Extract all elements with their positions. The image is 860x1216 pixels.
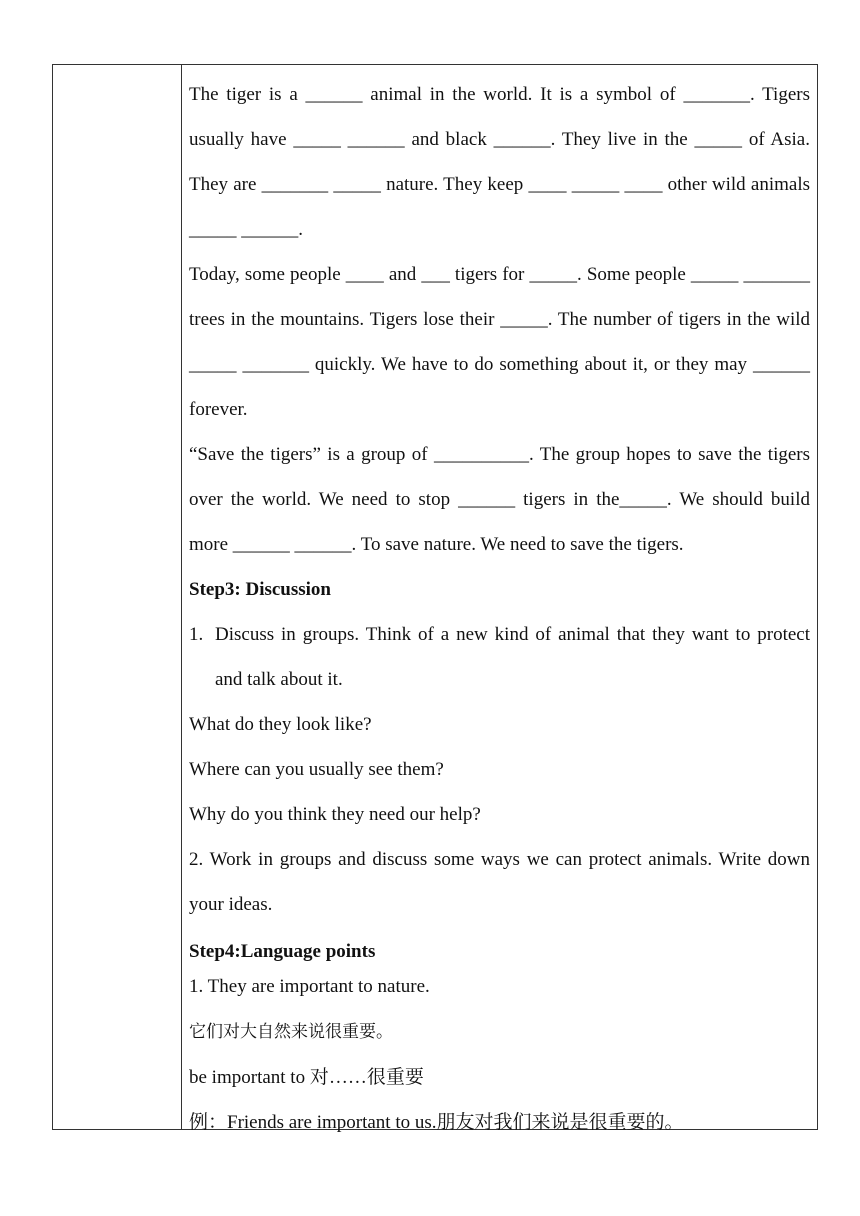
- question-2: Where can you usually see them?: [189, 759, 444, 780]
- step3-heading: Step3: Discussion: [189, 579, 331, 600]
- question-3: Why do you think they need our help?: [189, 804, 481, 825]
- translation-line: 它们对大自然来说很重要。: [189, 1022, 393, 1042]
- language-point-1: 1. They are important to nature.: [189, 976, 430, 997]
- question-1: What do they look like?: [189, 714, 372, 735]
- passage-paragraph-1: The tiger is a ______ animal in the world. It is a symbol of _______. Tigers usually have _____ ______ and black ______. They live in the _____ of Asia. They are _______ _____ nature. They keep ____ _____ ____ other wild animals _____ ______.: [189, 84, 810, 240]
- step4-heading: Step4:Language points: [189, 941, 376, 962]
- list-number: 1.: [189, 624, 204, 645]
- passage-paragraph-2: Today, some people ____ and ___ tigers for _____. Some people _____ _______ trees in the mountains. Tigers lose their _____. The number of tigers in the wild _____ _______ quickly. We have to do something about it, or they may ______ forever.: [189, 264, 810, 420]
- discussion-item-2: 2. Work in groups and discuss some ways we can protect animals. Write down your ideas.: [189, 849, 810, 915]
- discussion-item-1: [189, 612, 810, 702]
- list-text: Discuss in groups. Think of a new kind of animal that they want to protect and talk about it.: [215, 624, 810, 690]
- passage-paragraph-3: “Save the tigers” is a group of __________. The group hopes to save the tigers over the world. We need to stop ______ tigers in the_____. We should build more ______ ______. To save nature. We need to save the tigers.: [189, 444, 810, 555]
- example-line: 例：Friends are important to us.朋友对我们来说是很重要的。: [189, 1112, 684, 1133]
- phrase-line: be important to 对……很重要: [189, 1067, 424, 1088]
- content-cell: [182, 65, 817, 1133]
- left-column-cell: [53, 65, 182, 1129]
- lesson-table: [52, 64, 818, 1133]
